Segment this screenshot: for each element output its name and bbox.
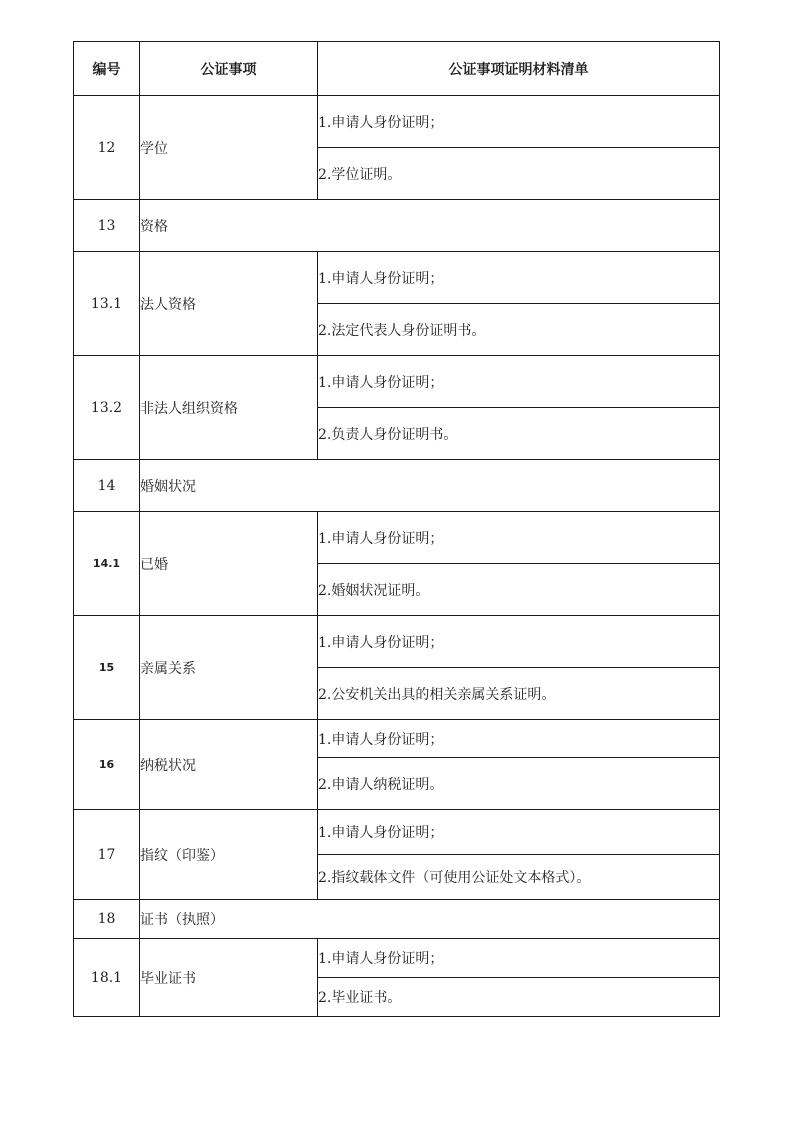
row-number: 13 (74, 200, 140, 252)
row-number: 12 (74, 96, 140, 200)
row-number: 16 (74, 720, 140, 810)
table-row (74, 720, 720, 758)
row-material: 1.申请人身份证明； (318, 939, 720, 978)
row-number: 13.2 (74, 356, 140, 460)
row-material: 1.申请人身份证明； (318, 720, 720, 758)
row-item: 资格 (140, 200, 720, 252)
row-item: 亲属关系 (140, 616, 318, 720)
table-row (74, 616, 720, 668)
header-item: 公证事项 (140, 42, 318, 96)
row-number: 14.1 (74, 512, 140, 616)
row-item: 法人资格 (140, 252, 318, 356)
row-item: 婚姻状况 (140, 460, 720, 512)
row-material: 1.申请人身份证明； (318, 252, 720, 304)
header-materials: 公证事项证明材料清单 (318, 42, 720, 96)
row-material: 1.申请人身份证明； (318, 96, 720, 148)
table-row (74, 96, 720, 148)
row-item: 非法人组织资格 (140, 356, 318, 460)
row-material: 2.法定代表人身份证明书。 (318, 304, 720, 356)
table-row (74, 200, 720, 252)
row-item: 已婚 (140, 512, 318, 616)
row-material: 2.毕业证书。 (318, 978, 720, 1017)
row-material: 2.婚姻状况证明。 (318, 564, 720, 616)
row-number: 15 (74, 616, 140, 720)
row-material: 2.公安机关出具的相关亲属关系证明。 (318, 668, 720, 720)
row-number: 14 (74, 460, 140, 512)
notary-materials-table (73, 41, 720, 1017)
row-item: 证书（执照） (140, 900, 720, 939)
row-material: 2.指纹载体文件（可使用公证处文本格式）。 (318, 855, 720, 900)
row-number: 17 (74, 810, 140, 900)
row-material: 2.负责人身份证明书。 (318, 408, 720, 460)
row-item: 指纹（印鉴） (140, 810, 318, 900)
table-row (74, 356, 720, 408)
row-item: 毕业证书 (140, 939, 318, 1017)
table-row (74, 900, 720, 939)
table-row (74, 512, 720, 564)
header-number: 编号 (74, 42, 140, 96)
table-header-row (74, 42, 720, 96)
row-number: 13.1 (74, 252, 140, 356)
row-item: 纳税状况 (140, 720, 318, 810)
row-material: 1.申请人身份证明； (318, 512, 720, 564)
row-material: 2.学位证明。 (318, 148, 720, 200)
row-material: 1.申请人身份证明； (318, 616, 720, 668)
table-row (74, 252, 720, 304)
row-material: 1.申请人身份证明； (318, 356, 720, 408)
row-material: 2.申请人纳税证明。 (318, 758, 720, 810)
row-number: 18.1 (74, 939, 140, 1017)
row-item: 学位 (140, 96, 318, 200)
table-row (74, 939, 720, 978)
row-material: 1.申请人身份证明； (318, 810, 720, 855)
table-row (74, 460, 720, 512)
table-row (74, 810, 720, 855)
row-number: 18 (74, 900, 140, 939)
